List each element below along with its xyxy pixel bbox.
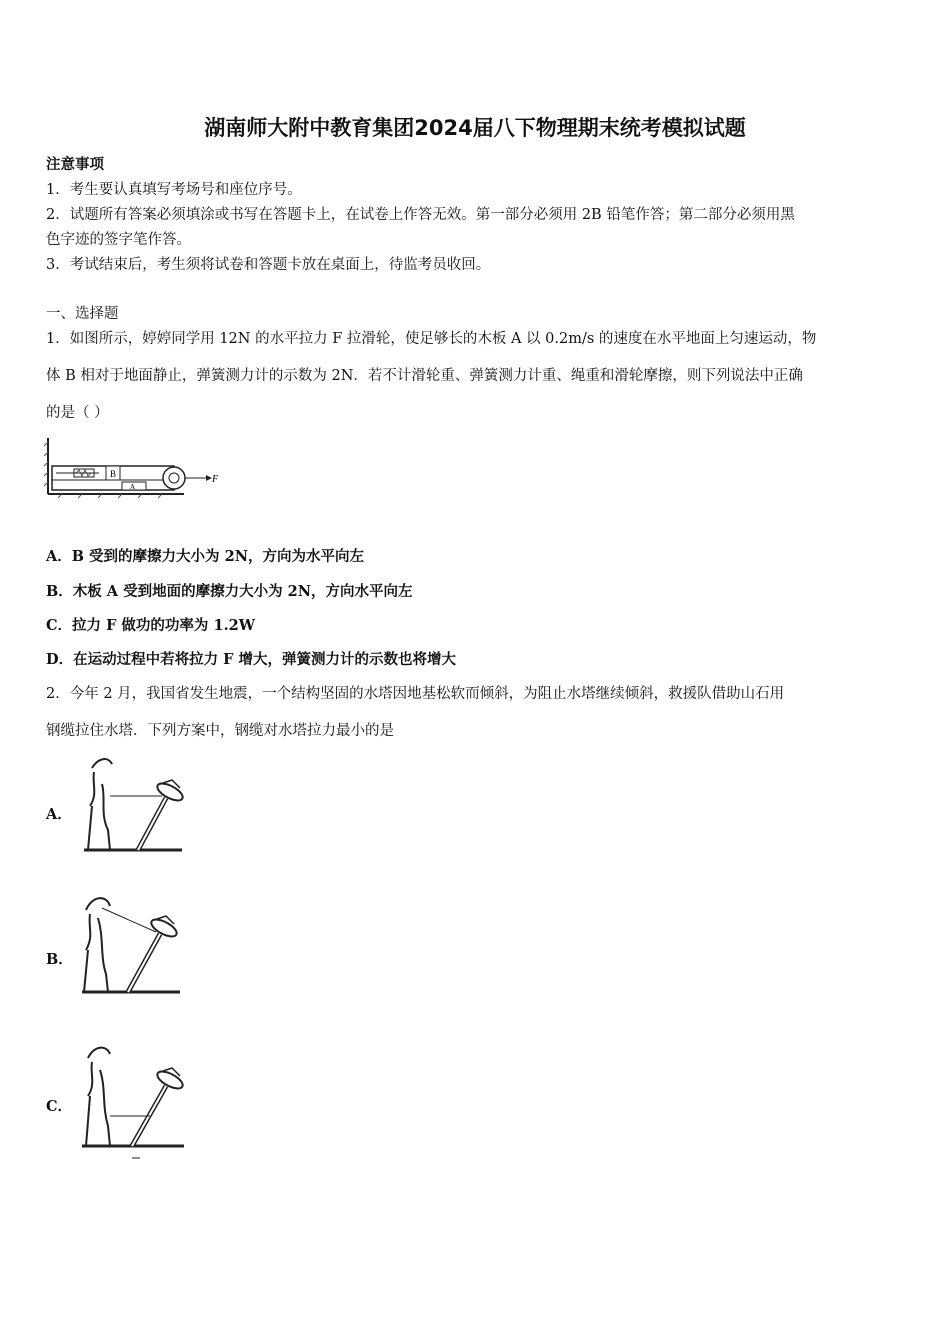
question-2-option-a[interactable]: A． xyxy=(46,806,72,823)
question-2-option-b-figure xyxy=(80,894,190,998)
question-1-figure xyxy=(44,436,224,500)
question-1-option-c[interactable]: C．拉力 F 做功的功率为 1.2W xyxy=(46,617,255,634)
notice-item: 1．考生要认真填写考场号和座位序号。 xyxy=(46,182,302,198)
label-force: F xyxy=(212,474,219,485)
question-1-option-a[interactable]: A．B 受到的摩擦力大小为 2N，方向为水平向左 xyxy=(46,548,364,565)
question-1-text: 体 B 相对于地面静止，弹簧测力计的示数为 2N．若不计滑轮重、弹簧测力计重、绳重和滑轮摩擦，则下列说法中正确 xyxy=(46,368,803,384)
question-2-option-c-figure xyxy=(80,1042,190,1166)
label-a: A xyxy=(130,483,136,491)
label-b: B xyxy=(110,469,117,479)
notice-item: 色字迹的签字笔作答。 xyxy=(46,232,191,248)
question-2-option-b[interactable]: B． xyxy=(46,951,73,968)
notice-item: 3．考试结束后，考生须将试卷和答题卡放在桌面上，待监考员收回。 xyxy=(46,257,491,273)
question-2-option-a-figure xyxy=(80,754,190,858)
question-1-text: 1．如图所示，婷婷同学用 12N 的水平拉力 F 拉滑轮，使足够长的木板 A 以 0.2m/s 的速度在水平地面上匀速运动，物 xyxy=(46,331,817,347)
question-2-option-c[interactable]: C． xyxy=(46,1098,73,1115)
notice-heading: 注意事项 xyxy=(46,156,104,173)
section-heading: 一、选择题 xyxy=(46,306,119,322)
question-1-option-b[interactable]: B．木板 A 受到地面的摩擦力大小为 2N，方向水平向左 xyxy=(46,583,413,600)
notice-item: 2．试题所有答案必须填涂或书写在答题卡上，在试卷上作答无效。第一部分必须用 2B 铅笔作答；第二部分必须用黑 xyxy=(46,207,795,223)
question-1-text: 的是（ ） xyxy=(46,405,109,421)
question-2-text: 钢缆拉住水塔．下列方案中，钢缆对水塔拉力最小的是 xyxy=(46,723,394,739)
page-title: 湖南师大附中教育集团2024届八下物理期末统考模拟试题 xyxy=(204,116,746,140)
question-2-text: 2．今年 2 月，我国省发生地震，一个结构坚固的水塔因地基松软而倾斜，为阻止水塔继续倾斜，救援队借助山石用 xyxy=(46,686,785,702)
question-1-option-d[interactable]: D．在运动过程中若将拉力 F 增大，弹簧测力计的示数也将增大 xyxy=(46,651,456,668)
